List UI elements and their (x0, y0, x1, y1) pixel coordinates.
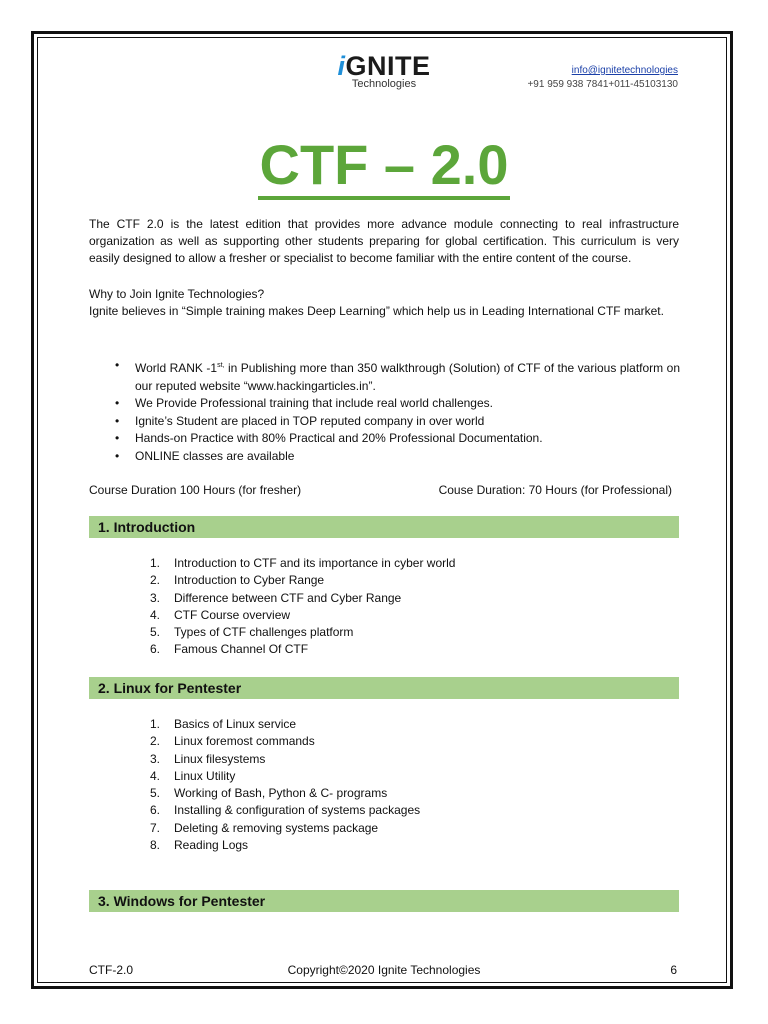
section-heading-linux: 2. Linux for Pentester (89, 677, 679, 699)
list-item: 8. Reading Logs (150, 838, 249, 853)
list-item: 4. CTF Course overview (150, 607, 291, 622)
why-heading: Why to Join Ignite Technologies? (89, 287, 265, 301)
list-item: 6. Famous Channel Of CTF (150, 642, 309, 657)
list-item: 5. Working of Bash, Python & C- programs (150, 786, 388, 801)
rank-superscript: st, (217, 362, 225, 369)
list-item: 2. Linux foremost commands (150, 734, 315, 749)
footer-doc-name: CTF-2.0 (89, 963, 134, 977)
contact-phone: +91 959 938 7841+011-45103130 (527, 79, 678, 90)
logo-text: GNITE (345, 51, 431, 81)
highlights-list (115, 357, 680, 465)
ignite-logo (334, 52, 434, 90)
list-item: • Ignite’s Student are placed in TOP reputed company in over world (115, 413, 680, 431)
linux-topic-list (150, 716, 420, 854)
list-item: • World RANK $-1^{st,}$ in Publishing more than 350 walkthrough (Solution) of CTF of the various platform on our reputed website “www.hackingarticles.in”. (115, 357, 680, 395)
document-title-text: CTF – 2.0 (258, 133, 511, 200)
list-item: • Hands-on Practice with 80% Practical and 20% Professional Documentation. (115, 430, 680, 448)
list-item: 1. Introduction to CTF and its importance in cyber world (150, 556, 456, 570)
contact-block (527, 64, 678, 92)
footer-page-number: 6 (670, 963, 677, 977)
list-item: 3. Linux filesystems (150, 751, 266, 766)
why-text: Ignite believes in “Simple training makes Deep Learning” which help us in Leading International CTF market. (89, 304, 664, 318)
duration-professional: Couse Duration: 70 Hours (for Professional) (438, 483, 672, 497)
introduction-topic-list (150, 555, 455, 659)
list-item: 1. Basics of Linux service (150, 717, 297, 731)
list-item: • ONLINE classes are available (115, 448, 680, 466)
list-item: 5. Types of CTF challenges platform (150, 625, 354, 640)
contact-email-link[interactable]: info@ignitetechnologies (571, 65, 678, 76)
list-item: 3. Difference between CTF and Cyber Range (150, 590, 402, 605)
logo-i-glyph: i (337, 51, 346, 81)
section-heading-windows: 3. Windows for Pentester (89, 890, 679, 912)
list-item: 2. Introduction to Cyber Range (150, 573, 325, 588)
footer-copyright: Copyright©2020 Ignite Technologies (287, 963, 481, 977)
duration-fresher: Course Duration 100 Hours (for fresher) (89, 483, 302, 497)
logo-subtitle: Technologies (351, 78, 417, 90)
logo-wordmark (334, 52, 434, 80)
document-title (0, 132, 768, 198)
list-item: 4. Linux Utility (150, 768, 236, 783)
section-heading-introduction: 1. Introduction (89, 516, 679, 538)
intro-paragraph: The CTF 2.0 is the latest edition that provides more advance module connecting to real infrastructure organization as well as supporting other students preparing for global certification. This curriculum is very easily designed to allow a fresher or specialist to become familiar with the entire content of the course. (89, 217, 679, 265)
list-item: • We Provide Professional training that include real world challenges. (115, 395, 680, 413)
list-item: 6. Installing & configuration of systems packages (150, 803, 421, 818)
list-item: 7. Deleting & removing systems package (150, 820, 379, 835)
